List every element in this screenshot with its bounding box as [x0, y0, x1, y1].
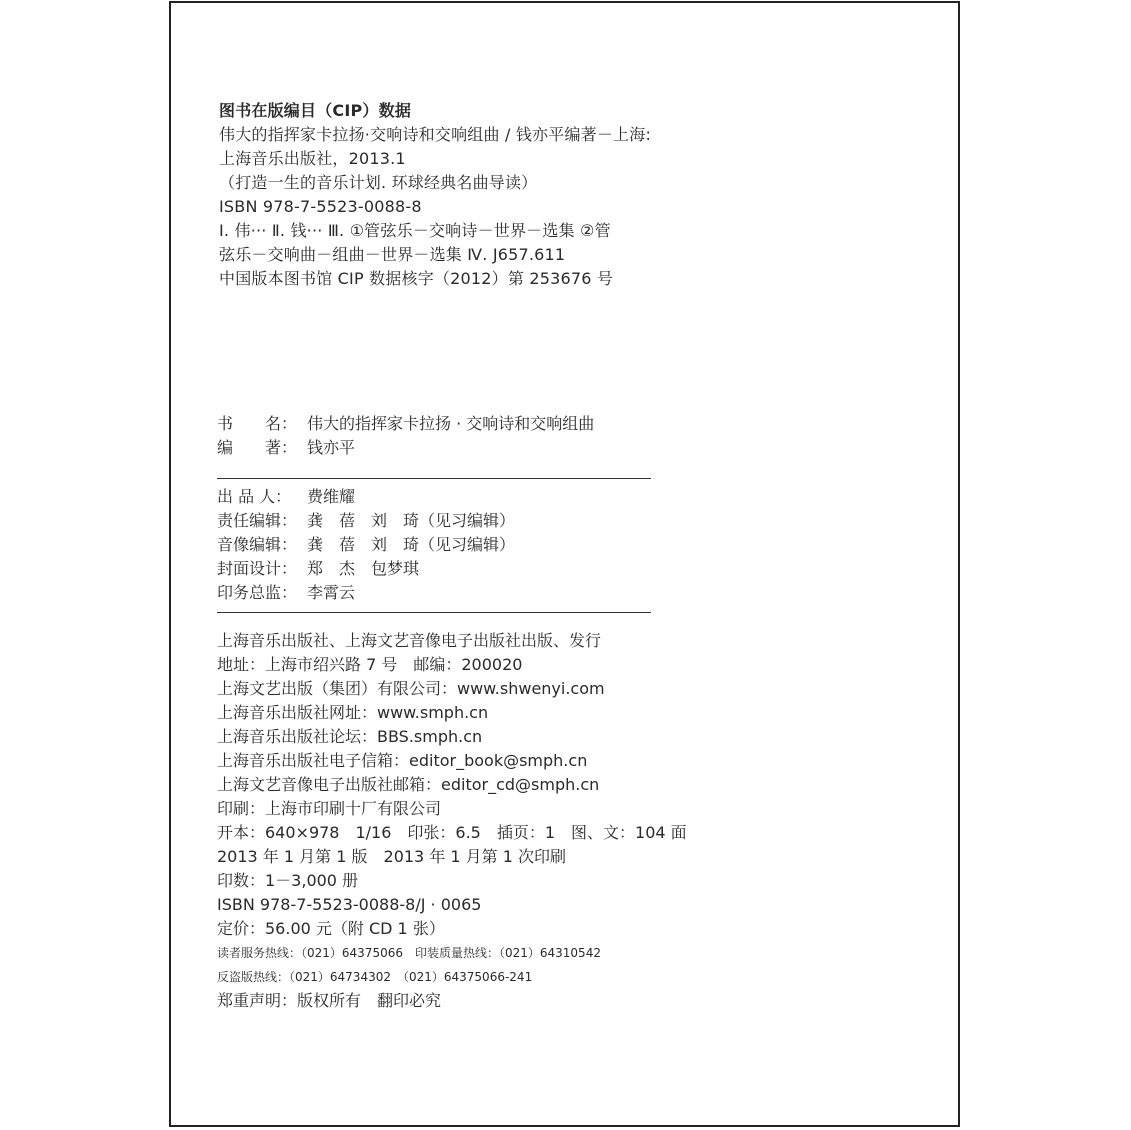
publishing-line: 印数：1－3,000 册 [217, 871, 359, 890]
cip-line: 中国版本图书馆 CIP 数据核字（2012）第 253676 号 [219, 269, 614, 288]
staff-row [217, 509, 515, 533]
publishing-line: 定价：56.00 元（附 CD 1 张） [217, 919, 445, 938]
publishing-line: 上海音乐出版社论坛：BBS.smph.cn [217, 727, 483, 746]
publishing-line: 上海文艺出版（集团）有限公司：www.shwenyi.com [217, 679, 605, 698]
publishing-line: 上海文艺音像电子出版社邮箱：editor_cd@smph.cn [217, 775, 600, 794]
publishing-line: 开本：640×978 1/16 印张：6.5 插页：1 图、文：104 面 [217, 823, 687, 842]
cip-line: 伟大的指挥家卡拉扬·交响诗和交响组曲 / 钱亦平编著－上海: [219, 125, 652, 144]
cip-data-block [219, 99, 779, 291]
staff-value: 龚 蓓 刘 琦（见习编辑） [307, 535, 516, 554]
book-author-value: 钱亦平 [307, 438, 356, 457]
divider [217, 612, 651, 613]
staff-row [217, 581, 515, 605]
cip-heading: 图书在版编目（CIP）数据 [219, 101, 412, 120]
cip-line: ISBN 978-7-5523-0088-8 [219, 197, 422, 216]
staff-value: 费维耀 [307, 487, 356, 506]
staff-label: 出 品 人： [217, 487, 292, 506]
copyright-notice: 郑重声明：版权所有 翻印必究 [217, 991, 442, 1010]
cip-line: 上海音乐出版社，2013.1 [219, 149, 406, 168]
book-info [217, 412, 757, 460]
hotline-line: 读者服务热线：（021）64375066 印装质量热线：（021）64310542 [217, 946, 601, 960]
staff-value: 李霄云 [307, 583, 356, 602]
staff-row [217, 557, 515, 581]
cip-line: Ⅰ. 伟··· Ⅱ. 钱··· Ⅲ. ①管弦乐－交响诗－世界－选集 ②管 [219, 221, 611, 240]
staff-credits [217, 485, 515, 605]
publishing-line: 上海音乐出版社网址：www.smph.cn [217, 703, 489, 722]
publishing-line: 地址：上海市绍兴路 7 号 邮编：200020 [217, 655, 523, 674]
divider [217, 478, 651, 479]
staff-label: 责任编辑： [217, 511, 298, 530]
staff-row [217, 485, 515, 509]
publishing-line: ISBN 978-7-5523-0088-8/J · 0065 [217, 895, 482, 914]
publishing-line: 印刷：上海市印刷十厂有限公司 [217, 799, 442, 818]
book-author-row [217, 436, 757, 460]
staff-label: 封面设计： [217, 559, 298, 578]
cip-line: 弦乐－交响曲－组曲－世界－选集 Ⅳ. J657.611 [219, 245, 566, 264]
publishing-line: 2013 年 1 月第 1 版 2013 年 1 月第 1 次印刷 [217, 847, 567, 866]
publishing-line: 上海音乐出版社电子信箱：editor_book@smph.cn [217, 751, 588, 770]
staff-label: 印务总监： [217, 583, 298, 602]
book-author-label: 编 著： [217, 438, 298, 457]
cip-line: （打造一生的音乐计划. 环球经典名曲导读） [219, 173, 538, 192]
staff-value: 龚 蓓 刘 琦（见习编辑） [307, 511, 516, 530]
copyright-page [169, 1, 960, 1127]
book-title-value: 伟大的指挥家卡拉扬 · 交响诗和交响组曲 [307, 414, 595, 433]
publishing-line: 上海音乐出版社、上海文艺音像电子出版社出版、发行 [217, 631, 602, 650]
book-title-label: 书 名： [217, 414, 298, 433]
publishing-info [217, 629, 777, 1013]
book-title-row [217, 412, 757, 436]
hotline-line: 反盗版热线：（021）64734302 （021）64375066-241 [217, 970, 533, 984]
staff-label: 音像编辑： [217, 535, 298, 554]
staff-row [217, 533, 515, 557]
staff-value: 郑 杰 包梦琪 [307, 559, 420, 578]
